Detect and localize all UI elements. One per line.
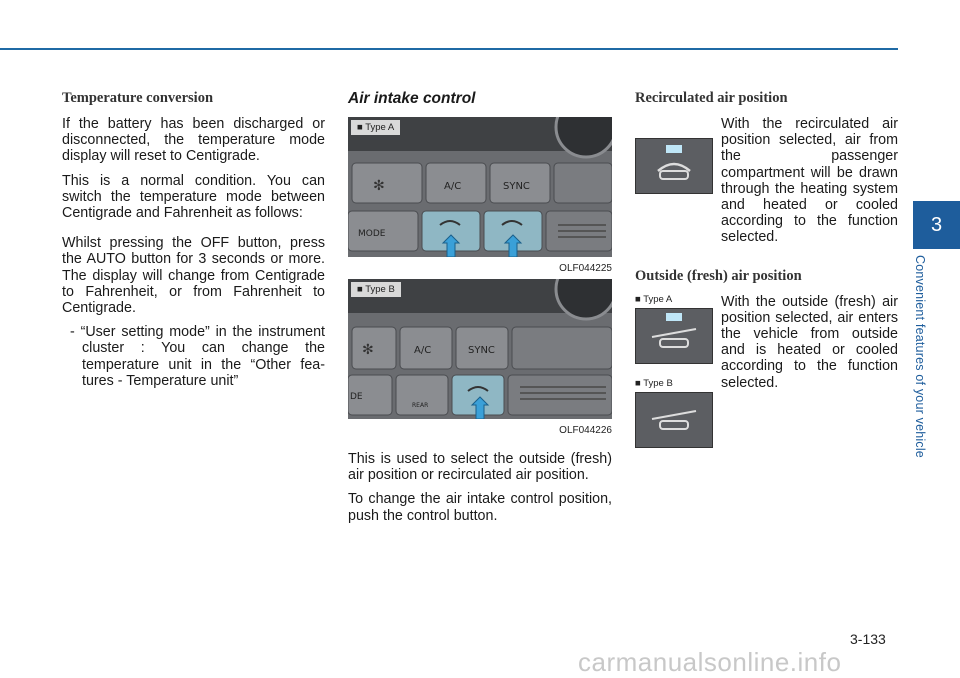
photo-type-b bbox=[348, 279, 612, 419]
paragraph: To change the air intake control position, push the control button. bbox=[348, 491, 612, 524]
paragraph: With the recirculated air position selected, air from the passenger compartment will be drawn through the heating system and heated or cooled according to the function selected. bbox=[721, 116, 898, 246]
recirculation-icon bbox=[636, 139, 712, 193]
paragraph: Whilst pressing the OFF button, press the AUTO button for 3 seconds or more. The display will change from Centigrade to Fahrenheit, or from Fahrenheit to Centigrade. bbox=[62, 235, 325, 317]
control-panel-illustration bbox=[348, 279, 612, 419]
outside-type-b-image bbox=[635, 392, 713, 448]
watermark: carmanualsonline.info bbox=[578, 647, 842, 677]
control-panel-illustration bbox=[348, 117, 612, 257]
fresh-air-icon bbox=[636, 393, 712, 447]
chapter-number: 3 bbox=[930, 213, 943, 236]
column-air-intake bbox=[348, 90, 612, 532]
recirculated-button-image bbox=[635, 138, 713, 194]
photo-type-a bbox=[348, 117, 612, 257]
fresh-air-icon bbox=[636, 309, 712, 363]
type-b-tag: ■ Type B bbox=[351, 282, 401, 297]
outside-type-a-image bbox=[635, 308, 713, 364]
column-temperature bbox=[62, 90, 325, 397]
fan-icon: ✻ bbox=[373, 178, 385, 194]
photo-label: DE bbox=[350, 392, 363, 402]
heading-outside-air: Outside (fresh) air position bbox=[635, 267, 802, 284]
heading-recirculated-air: Recirculated air position bbox=[635, 90, 788, 106]
column-air-positions bbox=[635, 90, 898, 448]
photo-label: SYNC bbox=[503, 181, 530, 192]
paragraph: This is used to select the outside (fresh) air position or recirculated air position. bbox=[348, 451, 612, 484]
photo-label: SYNC bbox=[468, 345, 495, 356]
photo-label: MODE bbox=[358, 229, 386, 239]
photo-label: A/C bbox=[414, 345, 432, 356]
heading-temperature-conversion: Temperature conversion bbox=[62, 90, 214, 106]
fan-icon: ✻ bbox=[362, 342, 374, 358]
photo-label: A/C bbox=[444, 181, 462, 192]
recirculated-block bbox=[635, 116, 898, 246]
paragraph: If the battery has been discharged or disconnected, the temperature mode display will reset to Centigrade. bbox=[62, 116, 325, 165]
paragraph: With the outside (fresh) air position selected, air enters the vehicle from outside and is heated or cooled according to the function selected. bbox=[721, 293, 898, 391]
image-code: OLF044226 bbox=[559, 425, 612, 436]
chapter-tab bbox=[913, 201, 960, 249]
side-title bbox=[898, 255, 960, 495]
paragraph: This is a normal condition. You can switch the temperature mode between Centigrade and Fahrenheit as follows: bbox=[62, 172, 325, 222]
side-title-text: Convenient features of your vehicle bbox=[913, 255, 927, 458]
header-rule bbox=[0, 48, 898, 50]
page-number: 3-133 bbox=[850, 631, 886, 647]
outside-block bbox=[635, 294, 898, 448]
heading-air-intake-control: Air intake control bbox=[348, 90, 476, 107]
image-code: OLF044225 bbox=[559, 263, 612, 274]
type-a-tag: ■ Type A bbox=[351, 120, 400, 135]
bullet-item: - “User setting mode” in the instrument cluster : You can change the temperature unit in the “Other features - Temperature unit” bbox=[70, 324, 325, 389]
type-b-label: ■ Type B bbox=[635, 377, 673, 389]
photo-label: REAR bbox=[412, 402, 429, 409]
type-a-label: ■ Type A bbox=[635, 293, 673, 305]
